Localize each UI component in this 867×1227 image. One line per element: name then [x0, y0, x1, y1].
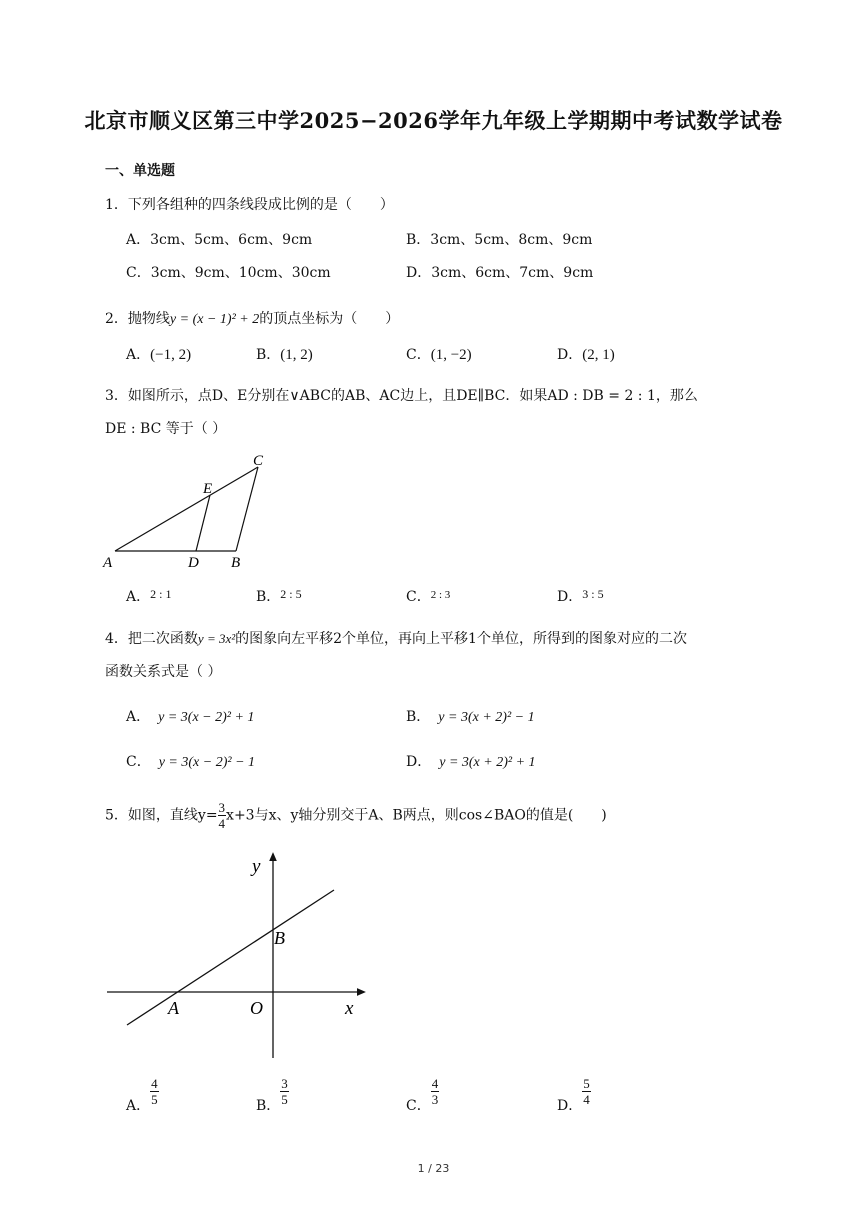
q3-option-b-value: 2 : 5 — [280, 587, 302, 601]
segment-bc — [236, 467, 258, 551]
label-d: D — [188, 555, 199, 571]
label-b: B — [231, 555, 241, 571]
q5-option-a-den: 5 — [151, 1092, 158, 1107]
label-a: A — [168, 998, 179, 1018]
q2-option-b-value: (1, 2) — [280, 347, 313, 363]
axis-label-y: y — [252, 856, 261, 877]
q2-stem — [105, 308, 399, 328]
q2-option-d-value: (2, 1) — [582, 347, 615, 363]
q5-option-d-fraction — [582, 1076, 591, 1107]
q5-option-c-label: C． — [406, 1097, 431, 1114]
q4-line2: 函数关系式是（ ） — [105, 664, 222, 680]
q4-option-c-label: C． — [126, 754, 151, 770]
q5-option-c-den: 3 — [431, 1092, 439, 1107]
q5-option-a — [126, 1076, 159, 1114]
q2-option-c — [406, 344, 472, 364]
q5-option-d — [557, 1076, 591, 1114]
q1-option-d: D．3cm、6cm、7cm、9cm — [406, 265, 594, 281]
q4-option-a-value: y = 3(x − 2)² + 1 — [158, 710, 255, 725]
q5-option-d-den: 4 — [583, 1092, 590, 1107]
q3-option-c — [406, 586, 450, 606]
q3-option-d-value: 3 : 5 — [582, 587, 604, 601]
page-number: 1 / 23 — [417, 1162, 450, 1175]
q4-formula: y = 3x² — [197, 631, 236, 646]
q5-option-b-fraction — [280, 1076, 289, 1107]
q2-option-a-value: (−1, 2) — [150, 347, 192, 363]
label-a: A — [103, 555, 113, 571]
q5-option-b-den: 5 — [281, 1092, 288, 1107]
q2-option-b — [256, 344, 313, 364]
q5-option-c-num: 4 — [431, 1076, 439, 1091]
q4-line1-pre: 4．把二次函数 — [105, 631, 198, 647]
q2-option-a-label: A． — [126, 347, 151, 363]
q3-triangle-figure — [100, 448, 280, 573]
segment-de — [196, 495, 210, 551]
line-graph — [127, 890, 334, 1025]
q4-option-c-value: y = 3(x − 2)² − 1 — [158, 755, 256, 770]
q2-option-a — [126, 344, 191, 364]
q3-line2: DE : BC 等于（ ） — [105, 421, 227, 437]
q5-stem-pre: 5．如图，直线y= — [105, 807, 218, 824]
q5-fraction-num: 3 — [218, 800, 226, 815]
q3-option-b — [256, 586, 302, 606]
q5-option-d-label: D． — [557, 1097, 583, 1114]
q1-stem: 1．下列各组种的四条线段成比例的是（ ） — [105, 197, 394, 213]
q1-option-a: A．3cm、5cm、6cm、9cm — [126, 232, 313, 248]
q2-stem-pre: 2．抛物线 — [105, 311, 170, 327]
q4-option-d-label: D． — [406, 754, 432, 770]
segment-ac — [115, 467, 258, 551]
q3-option-b-label: B． — [256, 589, 281, 605]
q4-option-b-label: B． — [406, 709, 431, 725]
q2-option-b-label: B． — [256, 347, 281, 363]
q4-option-c — [126, 751, 255, 771]
q5-option-c — [406, 1076, 439, 1114]
q5-option-a-fraction — [150, 1076, 159, 1107]
q5-coordinate-figure — [100, 848, 375, 1063]
q5-option-b-num: 3 — [281, 1076, 288, 1091]
page-title: 北京市顺义区第三中学2025−2026学年九年级上学期期中考试数学试卷 — [84, 108, 783, 133]
q4-option-d-value: y = 3(x + 2)² + 1 — [439, 755, 536, 770]
q1-option-c: C．3cm、9cm、10cm、30cm — [126, 265, 331, 281]
q5-option-b — [256, 1076, 289, 1114]
q3-option-a — [126, 586, 171, 606]
q5-stem — [105, 800, 607, 831]
q1-option-b: B．3cm、5cm、8cm、9cm — [406, 232, 593, 248]
q4-line1-post: 的图象向左平移2个单位，再向上平移1个单位，所得到的图象对应的二次 — [235, 631, 687, 647]
q3-option-d — [557, 586, 604, 606]
label-e: E — [203, 481, 213, 497]
q2-formula: y = (x − 1)² + 2 — [169, 312, 260, 327]
q3-option-a-value: 2 : 1 — [150, 587, 172, 601]
q5-slope-fraction — [218, 800, 227, 831]
q3-option-c-value: 2 : 3 — [430, 589, 451, 601]
q3-line1: 3．如图所示，点D、E分别在∨ABC的AB、AC边上，且DE∥BC．如果AD : DB = 2 : 1，那么 — [105, 388, 698, 404]
label-c: C — [253, 453, 264, 469]
q4-option-a-label: A． — [126, 709, 151, 725]
q5-option-b-label: B． — [256, 1097, 281, 1114]
q4-option-b-value: y = 3(x + 2)² − 1 — [438, 710, 535, 725]
q3-option-c-label: C． — [406, 589, 431, 605]
section-heading: 一、单选题 — [105, 163, 175, 179]
q2-option-d — [557, 344, 615, 364]
q4-option-d — [406, 751, 536, 771]
label-o: O — [250, 998, 263, 1018]
q5-stem-post: x+3与x、y轴分别交于A、B两点，则cos∠BAO的值是( ) — [226, 807, 607, 824]
label-b: B — [274, 928, 285, 948]
q5-option-a-num: 4 — [151, 1076, 158, 1091]
q4-option-a — [126, 706, 254, 726]
q5-option-d-num: 5 — [583, 1076, 590, 1091]
q4-option-b — [406, 706, 535, 726]
q4-line1 — [105, 628, 687, 648]
q2-option-c-label: C． — [406, 347, 431, 363]
q5-option-c-fraction — [431, 1076, 440, 1107]
q3-option-d-label: D． — [557, 589, 583, 605]
q2-option-d-label: D． — [557, 347, 583, 363]
q2-option-c-value: (1, −2) — [430, 347, 472, 363]
q2-stem-post: 的顶点坐标为（ ） — [259, 311, 400, 327]
q5-option-a-label: A． — [126, 1097, 151, 1114]
q5-fraction-den: 4 — [218, 816, 226, 831]
axis-label-x: x — [345, 998, 354, 1019]
q3-option-a-label: A． — [126, 589, 151, 605]
